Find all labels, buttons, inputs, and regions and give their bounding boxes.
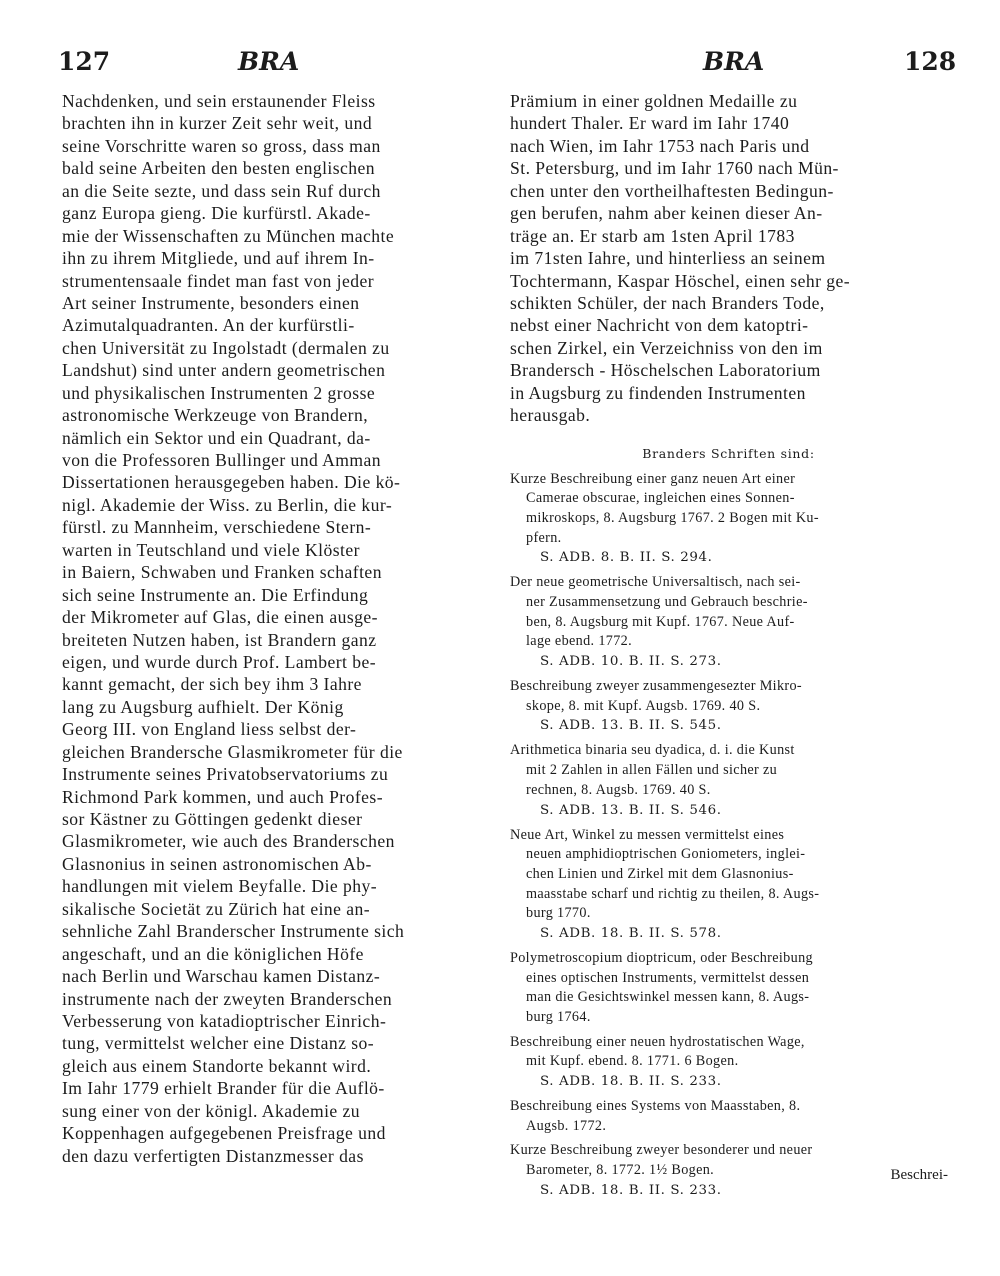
- biography-continuation: [510, 90, 947, 427]
- text-line: gen berufen, nahm aber keinen dieser An-: [510, 203, 823, 224]
- text-line: Instrumente seines Privatobservatoriums zu: [62, 764, 389, 785]
- entry-line: maasstabe scharf und richtig zu theilen, 8. Augs-: [526, 885, 820, 902]
- text-line: sikalische Societät zu Zürich hat eine an-: [62, 898, 371, 919]
- text-line: in Baiern, Schwaben und Franken schaften: [62, 562, 382, 583]
- entry-line: Kurze Beschreibung zweyer besonderer und neuer: [510, 1142, 813, 1159]
- entry-line: ner Zusammensetzung und Gebrauch beschrie-: [526, 594, 808, 610]
- text-line: Brandersch - Höschelschen Laboratorium: [510, 360, 821, 381]
- text-line: Nachdenken, und sein erstaunender Fleiss: [62, 91, 376, 111]
- bibliography-entry: [510, 1033, 947, 1092]
- entry-line: Barometer, 8. 1772. 1½ Bogen.: [526, 1162, 715, 1179]
- entry-line: man die Gesichtswinkel messen kann, 8. Augs-: [526, 989, 810, 1006]
- text-line: Landshut) sind unter andern geometrischen: [62, 360, 386, 381]
- entry-line: Beschreibung einer neuen hydrostatischen Wage,: [510, 1033, 805, 1050]
- bibliography-entry: [510, 741, 947, 820]
- text-line: gleich aus einem Standorte bekannt wird.: [62, 1055, 372, 1076]
- text-line: und physikalischen Instrumenten 2 grosse: [62, 382, 376, 403]
- text-line: an die Seite sezte, und dass sein Ruf durch: [62, 180, 381, 201]
- text-line: warten in Teutschland und viele Klöster: [62, 539, 360, 560]
- running-head-left: BRA: [238, 47, 300, 76]
- text-line: in Augsburg zu findenden Instrumenten: [510, 382, 806, 403]
- text-line: Art seiner Instrumente, besonders einen: [62, 292, 360, 313]
- text-line: bald seine Arbeiten den besten englischen: [62, 158, 376, 179]
- text-line: eigen, und wurde durch Prof. Lambert be-: [62, 651, 377, 672]
- text-line: nebst einer Nachricht von dem katoptri-: [510, 315, 809, 336]
- text-line: angeschaft, und an die königlichen Höfe: [62, 943, 364, 964]
- text-line: Glasnonius in seinen astronomischen Ab-: [62, 853, 372, 874]
- text-line: nach Berlin und Warschau kamen Distanz-: [62, 966, 381, 987]
- entry-line: ben, 8. Augsburg mit Kupf. 1767. Neue Auf-: [526, 613, 795, 630]
- text-line: ihn zu ihrem Mitgliede, und auf ihrem In-: [62, 248, 375, 269]
- entry-line: Polymetroscopium dioptricum, oder Beschreibung: [510, 949, 813, 966]
- entry-line: Augsb. 1772.: [526, 1117, 607, 1134]
- left-column: [62, 90, 496, 1167]
- text-line: chen unter den vortheilhaftesten Bedingun-: [510, 180, 834, 201]
- bibliography-entry: [510, 1141, 947, 1200]
- review-reference: S. ADB. 8. B. II. S. 294.: [540, 550, 713, 566]
- text-line: herausgab.: [510, 405, 591, 426]
- text-line: fürstl. zu Mannheim, verschiedene Stern-: [62, 517, 372, 538]
- entry-line: burg 1770.: [526, 905, 591, 922]
- text-line: im 71sten Iahre, und hinterliess an seinem: [510, 248, 826, 269]
- text-line: handlungen mit vielem Beyfalle. Die phy-: [62, 876, 378, 897]
- bibliography-entry: [510, 677, 947, 736]
- text-line: nämlich ein Sektor und ein Quadrant, da-: [62, 427, 371, 448]
- entry-line: Beschreibung eines Systems von Maasstaben, 8.: [510, 1098, 801, 1115]
- text-line: Azimutalquadranten. An der kurfürstli-: [62, 315, 355, 336]
- text-line: kannt gemacht, der sich bey ihm 3 Iahre: [62, 674, 362, 695]
- text-line: Richmond Park kommen, und auch Profes-: [62, 786, 384, 807]
- bibliography-entry: [510, 1097, 947, 1136]
- review-reference: S. ADB. 13. B. II. S. 546.: [540, 802, 722, 818]
- bibliography-entry: [510, 826, 947, 944]
- text-line: den dazu verfertigten Distanzmesser das: [62, 1145, 364, 1166]
- text-line: chen Universität zu Ingolstadt (dermalen zu: [62, 337, 390, 358]
- text-line: tung, vermittelst welcher eine Distanz so-: [62, 1033, 375, 1054]
- text-line: ganz Europa gieng. Die kurfürstl. Akade-: [62, 203, 371, 224]
- entry-line: Kurze Beschreibung einer ganz neuen Art einer: [510, 470, 796, 487]
- review-reference: S. ADB. 18. B. II. S. 233.: [540, 1074, 722, 1090]
- text-line: schen Zirkel, ein Verzeichniss von den im: [510, 337, 823, 358]
- entry-line: mit Kupf. ebend. 8. 1771. 6 Bogen.: [526, 1053, 739, 1070]
- text-line: sor Kästner zu Göttingen gedenkt dieser: [62, 809, 363, 829]
- text-line: nigl. Akademie der Wiss. zu Berlin, die kur-: [62, 494, 393, 515]
- right-column: [510, 90, 947, 1201]
- text-line: strumentensaale findet man fast von jeder: [62, 270, 375, 291]
- text-line: St. Petersburg, und im Iahr 1760 nach Mün-: [510, 158, 839, 179]
- entry-line: Beschreibung zweyer zusammengesezter Mikro-: [510, 678, 802, 695]
- text-line: Georg III. von England liess selbst der-: [62, 719, 357, 740]
- bibliography-entry: [510, 470, 947, 569]
- text-line: sich seine Instrumente an. Die Erfindung: [62, 584, 369, 605]
- text-line: lang zu Augsburg aufhielt. Der König: [62, 696, 344, 717]
- text-line: Dissertationen herausgegeben haben. Die kö-: [62, 472, 401, 493]
- text-line: Koppenhagen aufgegebenen Preisfrage und: [62, 1123, 386, 1144]
- entry-line: neuen amphidioptrischen Goniometers, inglei-: [526, 846, 806, 863]
- text-line: Glasmikrometer, wie auch des Branderschen: [62, 831, 395, 852]
- review-reference: S. ADB. 18. B. II. S. 233.: [540, 1182, 722, 1198]
- entry-line: Camerae obscurae, ingleichen eines Sonnen-: [526, 490, 795, 507]
- entry-line: Der neue geometrische Universaltisch, nach sei-: [510, 574, 801, 591]
- page-number-left: 127: [58, 47, 111, 76]
- text-line: hundert Thaler. Er ward im Iahr 1740: [510, 113, 790, 134]
- entry-line: mikroskops, 8. Augsburg 1767. 2 Bogen mit Ku-: [526, 509, 819, 526]
- entry-line: burg 1764.: [526, 1009, 591, 1025]
- review-reference: S. ADB. 18. B. II. S. 578.: [540, 925, 722, 941]
- text-line: Im Iahr 1779 erhielt Brander für die Auflö-: [62, 1078, 385, 1099]
- entry-line: Neue Art, Winkel zu messen vermittelst eines: [510, 826, 785, 843]
- text-line: der Mikrometer auf Glas, die einen ausge-: [62, 607, 378, 628]
- bibliography-entry: [510, 949, 947, 1028]
- entry-line: Arithmetica binaria seu dyadica, d. i. die Kunst: [510, 742, 795, 759]
- review-reference: S. ADB. 13. B. II. S. 545.: [540, 718, 722, 734]
- text-line: brachten ihn in kurzer Zeit sehr weit, und: [62, 113, 373, 134]
- text-line: Verbesserung von katadioptrischer Einrich-: [62, 1010, 387, 1031]
- bibliography-entry: [510, 573, 947, 672]
- text-line: schikten Schüler, der nach Branders Tode,: [510, 292, 825, 313]
- text-line: gleichen Brandersche Glasmikrometer für die: [62, 741, 403, 762]
- catchword: Beschrei-: [890, 1167, 948, 1183]
- entry-line: pfern.: [526, 529, 562, 546]
- entry-line: skope, 8. mit Kupf. Augsb. 1769. 40 S.: [526, 697, 761, 714]
- text-line: sehnliche Zahl Branderscher Instrumente sich: [62, 921, 405, 942]
- text-line: von die Professoren Bullinger und Amman: [62, 450, 382, 470]
- text-line: instrumente nach der zweyten Branderschen: [62, 988, 393, 1009]
- entry-line: lage ebend. 1772.: [526, 633, 633, 650]
- text-line: nach Wien, im Iahr 1753 nach Paris und: [510, 135, 810, 156]
- text-line: seine Vorschritte waren so gross, dass man: [62, 135, 381, 156]
- text-line: sung einer von der königl. Akademie zu: [62, 1100, 361, 1121]
- review-reference: S. ADB. 10. B. II. S. 273.: [540, 654, 722, 670]
- text-line: Tochtermann, Kaspar Höschel, einen sehr ge-: [510, 270, 851, 291]
- writings-heading: Branders Schriften sind:: [642, 445, 815, 461]
- entry-line: eines optischen Instruments, vermittelst dessen: [526, 969, 810, 986]
- entry-line: rechnen, 8. Augsb. 1769. 40 S.: [526, 781, 711, 798]
- text-line: träge an. Er starb am 1sten April 1783: [510, 225, 795, 246]
- page-number-right: 128: [904, 47, 957, 76]
- entry-line: chen Linien und Zirkel mit dem Glasnonius-: [526, 865, 794, 882]
- text-line: mie der Wissenschaften zu München machte: [62, 225, 395, 246]
- entry-line: mit 2 Zahlen in allen Fällen und sicher zu: [526, 762, 778, 779]
- text-line: Prämium in einer goldnen Medaille zu: [510, 91, 798, 111]
- text-line: breiteten Nutzen haben, ist Brandern ganz: [62, 629, 377, 650]
- running-head-right: BRA: [703, 47, 765, 76]
- text-line: astronomische Werkzeuge von Brandern,: [62, 405, 369, 426]
